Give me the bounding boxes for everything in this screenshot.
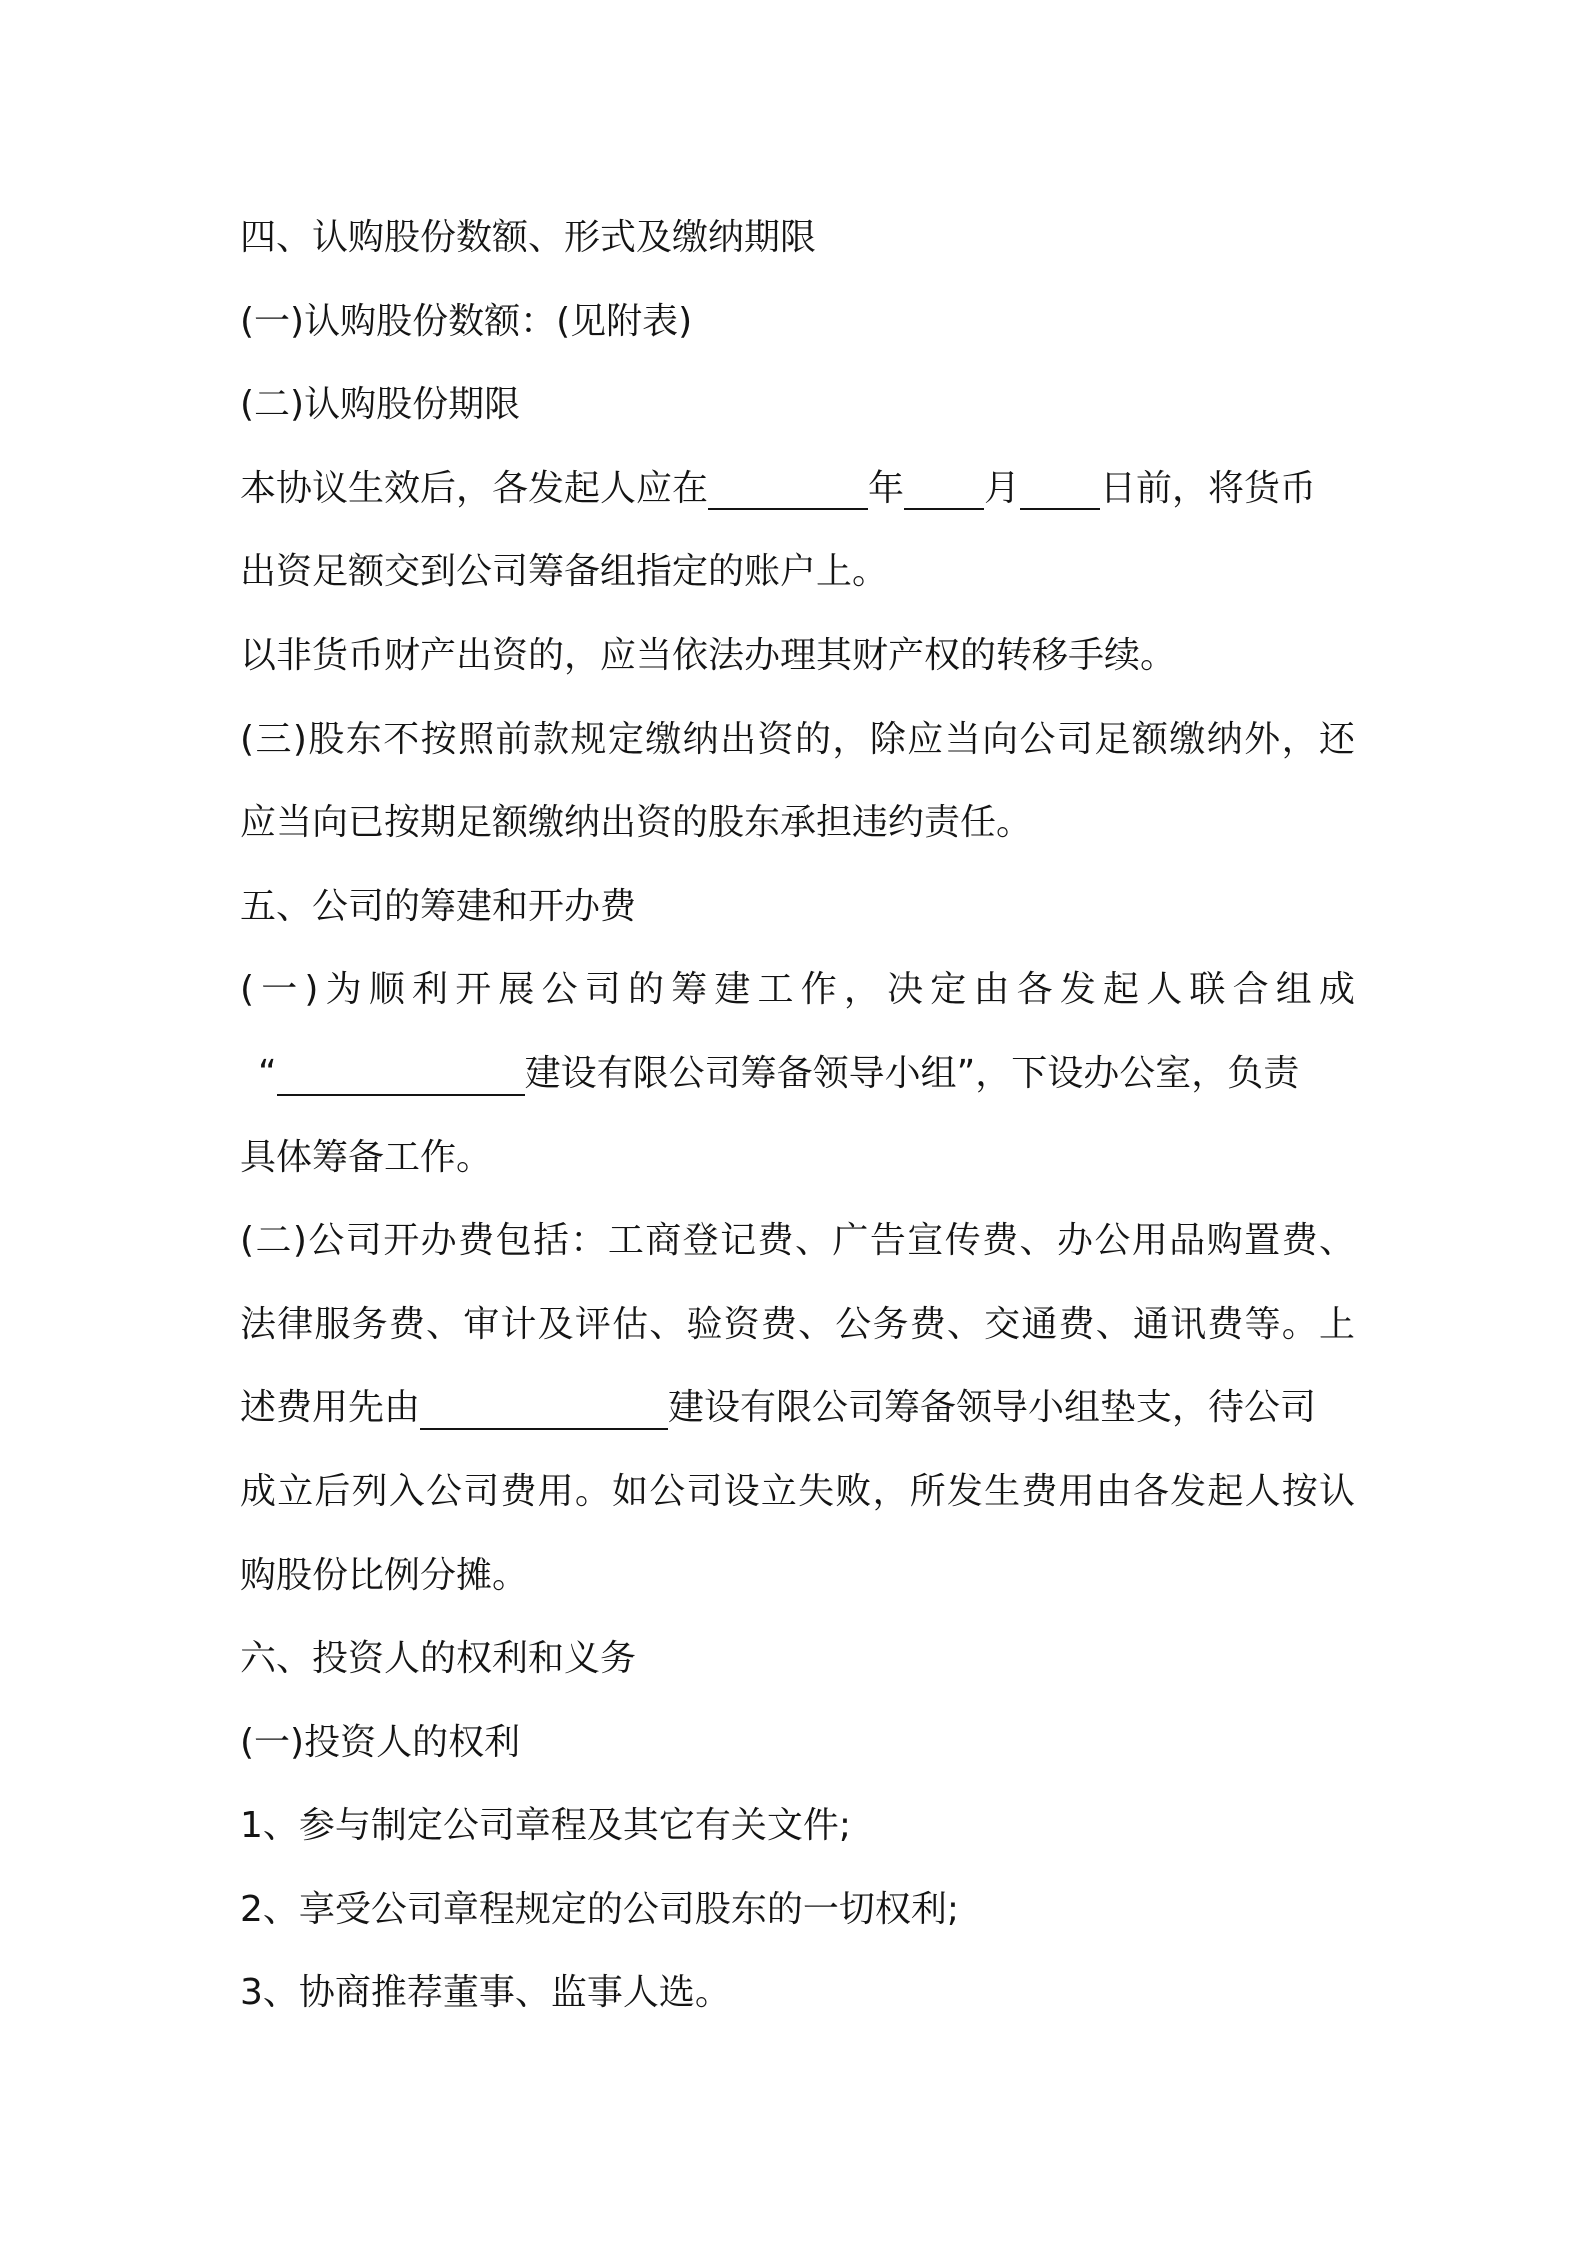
paragraph-line: (一)为顺利开展公司的筹建工作，决定由各发起人联合组成 bbox=[240, 969, 1355, 1011]
paragraph-line: (二)公司开办费包括：工商登记费、广告宣传费、办公用品购置费、 bbox=[240, 1220, 1355, 1262]
section-heading-5: 五、公司的筹建和开办费 bbox=[240, 885, 637, 927]
paragraph-line: (三)股东不按照前款规定缴纳出资的，除应当向公司足额缴纳外，还 bbox=[240, 718, 1355, 760]
open-quote: “ bbox=[258, 1052, 277, 1094]
group-name-text: 建设有限公司筹备领导小组”，下设办公室，负责 bbox=[524, 1052, 1300, 1094]
advance-payment-line bbox=[240, 1366, 1355, 1450]
deadline-text-end: 日前，将货币 bbox=[1100, 467, 1317, 509]
month-label: 月 bbox=[984, 467, 1021, 509]
group-name-line bbox=[240, 1032, 1355, 1116]
month-blank[interactable] bbox=[904, 456, 984, 510]
section-heading-6: 六、投资人的权利和义务 bbox=[240, 1638, 637, 1680]
paragraph-line: 应当向已按期足额缴纳出资的股东承担违约责任。 bbox=[240, 802, 1033, 844]
investor-rights-heading: (一)投资人的权利 bbox=[240, 1721, 521, 1763]
deadline-text-start: 本协议生效后，各发起人应在 bbox=[240, 467, 709, 509]
list-item: 2、享受公司章程规定的公司股东的一切权利; bbox=[240, 1888, 960, 1930]
year-blank[interactable] bbox=[708, 456, 868, 510]
paragraph-line: 以非货币财产出资的，应当依法办理其财产权的转移手续。 bbox=[240, 634, 1177, 676]
list-item: 1、参与制定公司章程及其它有关文件; bbox=[240, 1805, 852, 1847]
document-body bbox=[240, 196, 1355, 2035]
subscription-period-heading: (二)认购股份期限 bbox=[240, 384, 521, 426]
day-blank[interactable] bbox=[1020, 456, 1100, 510]
paragraph-line: 购股份比例分摊。 bbox=[240, 1554, 529, 1596]
paragraph-line: 出资足额交到公司筹备组指定的账户上。 bbox=[240, 551, 889, 593]
company-name-blank-2[interactable] bbox=[420, 1376, 668, 1430]
deadline-clause-line bbox=[240, 447, 1355, 531]
subscription-amount-line: (一)认购股份数额：(见附表) bbox=[240, 300, 693, 342]
advance-text-start: 述费用先由 bbox=[240, 1387, 421, 1429]
section-heading-4: 四、认购股份数额、形式及缴纳期限 bbox=[240, 217, 817, 258]
paragraph-line: 法律服务费、审计及评估、验资费、公务费、交通费、通讯费等。上 bbox=[240, 1303, 1355, 1345]
list-item: 3、协商推荐董事、监事人选。 bbox=[240, 1972, 731, 2014]
paragraph-line: 具体筹备工作。 bbox=[240, 1136, 493, 1178]
advance-text-end: 建设有限公司筹备领导小组垫支，待公司 bbox=[668, 1387, 1317, 1429]
year-label: 年 bbox=[868, 467, 905, 509]
paragraph-line: 成立后列入公司费用。如公司设立失败，所发生费用由各发起人按认 bbox=[240, 1470, 1355, 1512]
company-name-blank[interactable] bbox=[277, 1042, 525, 1096]
